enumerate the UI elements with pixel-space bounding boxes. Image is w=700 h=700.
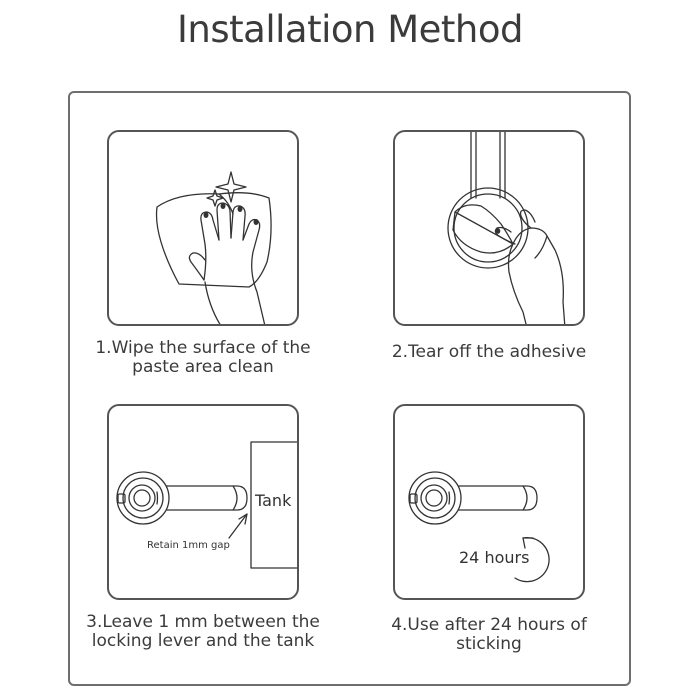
step-4-caption-line2: sticking bbox=[456, 634, 522, 654]
gap-label: Retain 1mm gap bbox=[147, 540, 230, 551]
step-1-illustration bbox=[107, 130, 299, 326]
step-1-caption-line1: 1.Wipe the surface of the bbox=[95, 338, 311, 358]
lock-wait-icon bbox=[395, 406, 585, 600]
step-2-caption-line1: 2.Tear off the adhesive bbox=[391, 342, 587, 362]
step-4-caption bbox=[369, 616, 609, 654]
step-3-caption-line1: 3.Leave 1 mm between the bbox=[86, 612, 320, 632]
step-1-caption-line2: paste area clean bbox=[132, 357, 274, 377]
step-3-illustration bbox=[107, 404, 299, 600]
hours-label: 24 hours bbox=[459, 548, 530, 567]
step-2-caption bbox=[369, 343, 609, 362]
tank-label: Tank bbox=[255, 491, 292, 510]
step-3-caption bbox=[83, 613, 323, 651]
tear-adhesive-icon bbox=[395, 132, 585, 326]
step-3-caption-line2: locking lever and the tank bbox=[91, 631, 315, 651]
wipe-hand-icon bbox=[109, 132, 299, 326]
page-title: Installation Method bbox=[177, 8, 523, 51]
step-4-caption-line1: 4.Use after 24 hours of bbox=[391, 615, 587, 635]
step-1-caption bbox=[83, 339, 323, 377]
step-4-illustration bbox=[393, 404, 585, 600]
step-2-illustration bbox=[393, 130, 585, 326]
